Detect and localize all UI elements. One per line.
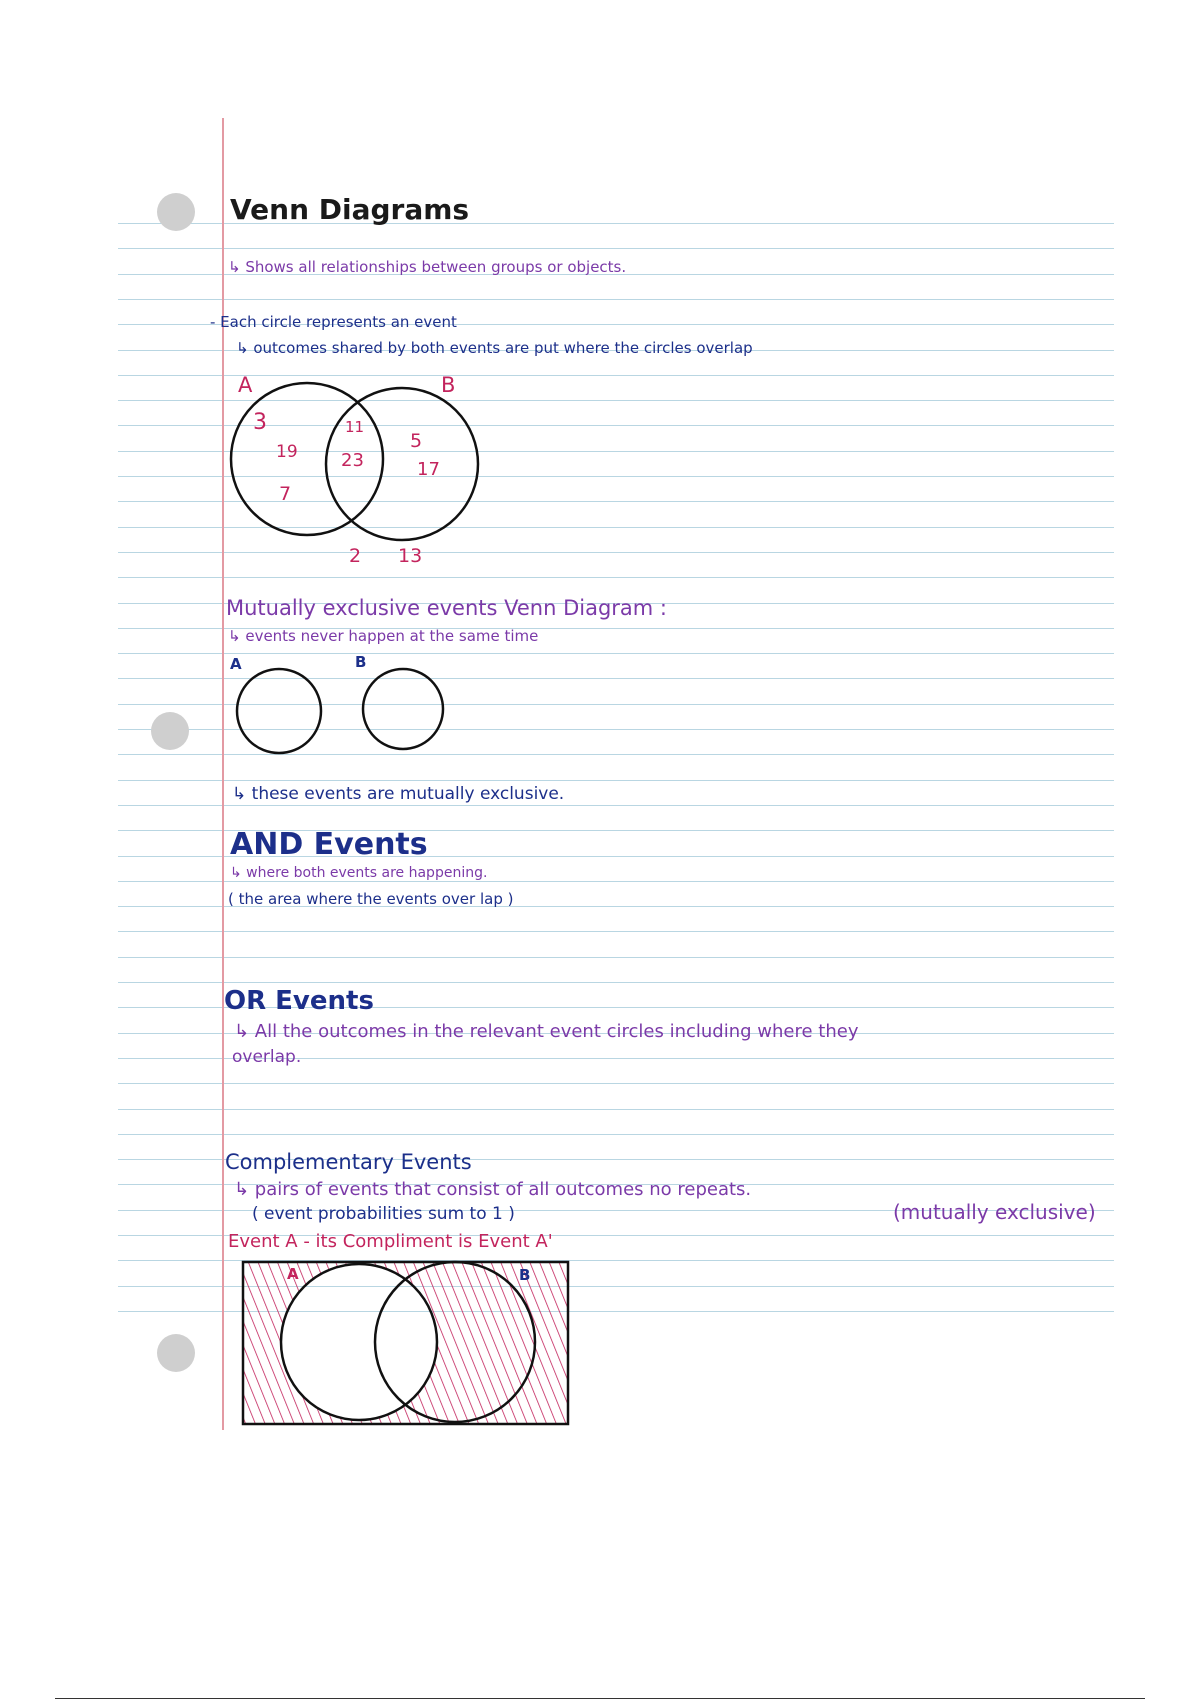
intro-text: ↳ Shows all relationships between groups or objects. (228, 258, 627, 276)
complementary-heading: Complementary Events (225, 1150, 472, 1174)
and-events-heading: AND Events (230, 827, 428, 862)
or-events-line2: overlap. (232, 1047, 302, 1067)
and-events-line2: ( the area where the events over lap ) (228, 890, 514, 908)
complementary-line3: Event A - its Compliment is Event A' (228, 1231, 553, 1252)
page-bottom-line (55, 1698, 1145, 1699)
complementary-line2: ( event probabilities sum to 1 ) (252, 1204, 515, 1224)
venn-value: 13 (398, 545, 423, 567)
shared-note: ↳ outcomes shared by both events are put where the circles overlap (236, 339, 753, 357)
complementary-line1: ↳ pairs of events that consist of all outcomes no repeats. (234, 1179, 752, 1200)
mutually-exclusive-heading: Mutually exclusive events Venn Diagram : (226, 596, 667, 620)
or-events-line1: ↳ All the outcomes in the relevant event circles including where they (234, 1021, 859, 1042)
mutually-exclusive-note: ↳ events never happen at the same time (228, 627, 539, 645)
mutually-exclusive-footnote: ↳ these events are mutually exclusive. (232, 784, 565, 804)
venn-value: 23 (341, 450, 364, 471)
venn-label-a: A (238, 373, 253, 397)
me-label-b: B (355, 653, 367, 671)
complementary-aside: (mutually exclusive) (893, 1200, 1096, 1224)
complement-label-b: B (519, 1266, 531, 1284)
me-label-a: A (230, 655, 242, 673)
complement-label-a: A (287, 1265, 299, 1283)
venn-value: 7 (279, 483, 292, 505)
venn-value: 3 (253, 410, 267, 435)
venn-label-b: B (441, 373, 456, 397)
venn-value: 17 (417, 459, 440, 480)
venn-value: 5 (410, 430, 423, 452)
page-title: Venn Diagrams (230, 193, 470, 226)
or-events-heading: OR Events (224, 986, 374, 1016)
venn-value: 11 (345, 418, 365, 436)
circles-note: - Each circle represents an event (210, 313, 457, 331)
venn-value: 2 (349, 545, 362, 567)
and-events-line1: ↳ where both events are happening. (230, 865, 488, 881)
venn-value: 19 (276, 442, 298, 462)
